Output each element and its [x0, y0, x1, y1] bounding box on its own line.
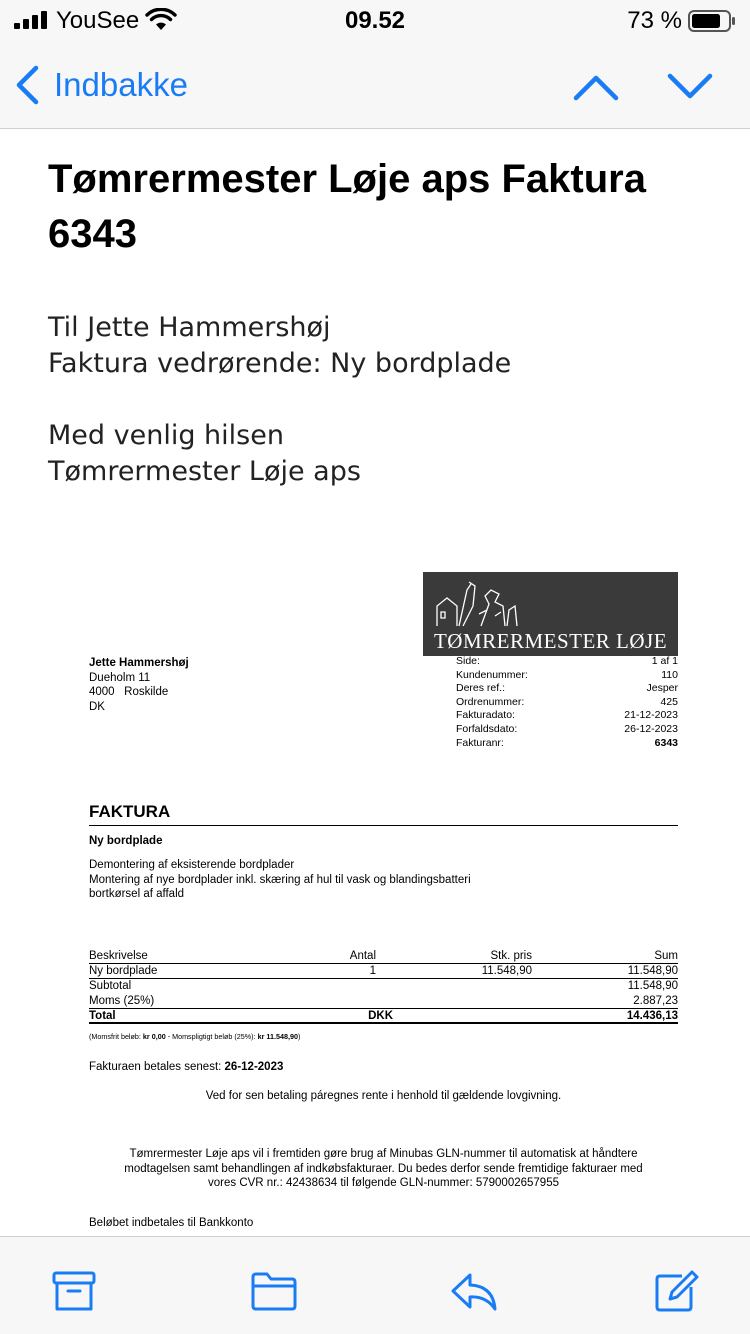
item-quantity: 1	[369, 965, 376, 977]
battery-icon	[688, 10, 736, 32]
reply-icon[interactable]	[450, 1269, 498, 1313]
column-header: Antal	[349, 950, 376, 962]
meta-value: Jesper	[646, 682, 678, 695]
gln-notice	[89, 1147, 678, 1191]
meta-label: Kundenummer:	[456, 668, 528, 681]
meta-label: Ordrenummer:	[456, 695, 525, 708]
item-unit-price: 11.548,90	[481, 965, 532, 977]
vat-label: Moms (25%)	[89, 995, 155, 1007]
clock: 09.52	[344, 7, 406, 34]
subtotal-row	[89, 979, 678, 994]
vat-note	[89, 1032, 300, 1041]
meta-label: Fakturanr:	[456, 736, 504, 749]
meta-row	[456, 723, 678, 737]
note-taxable-amount: kr 11.548,90	[257, 1032, 298, 1041]
meta-value: 110	[661, 668, 678, 681]
body-line: Tømrermester Løje aps	[48, 456, 361, 487]
divider	[89, 825, 678, 826]
bottom-toolbar	[0, 1236, 750, 1334]
column-header: Stk. pris	[490, 950, 532, 962]
total-row	[89, 1009, 678, 1024]
bank-info: Beløbet indbetales til Bankkonto	[89, 1217, 254, 1229]
meta-row	[456, 682, 678, 696]
note-free-amount: kr 0,00	[142, 1032, 166, 1041]
meta-value: 425	[660, 695, 678, 708]
work-description	[89, 858, 471, 902]
meta-label: Fakturadato:	[456, 709, 515, 722]
body-line: Faktura vedrørende: Ny bordplade	[48, 348, 512, 379]
company-logo	[423, 572, 678, 656]
compose-icon[interactable]	[652, 1269, 700, 1313]
status-bar	[0, 0, 750, 44]
invoice-table	[89, 949, 678, 1024]
gln-line: vores CVR nr.: 42438634 til følgende GLN-nummer: 5790002657955	[208, 1177, 559, 1189]
subtotal-value: 11.548,90	[627, 980, 678, 992]
total-label: Total	[89, 1010, 116, 1022]
body-line: Til Jette Hammershøj	[48, 312, 331, 343]
body-line: Med venlig hilsen	[48, 420, 284, 451]
late-payment-text: Ved for sen betaling páregnes rente i henhold til gældende lovgivning.	[205, 1090, 562, 1102]
meta-row	[456, 696, 678, 710]
meta-value: 26-12-2023	[624, 722, 678, 735]
description-line: bortkørsel af affald	[89, 888, 185, 900]
due-label: Fakturaen betales senest:	[89, 1061, 225, 1073]
back-label: Indbakke	[54, 66, 188, 103]
due-date: 26-12-2023	[224, 1061, 284, 1073]
total-value: 14.436,13	[626, 1010, 678, 1022]
table-row	[89, 964, 678, 979]
recipient-address	[89, 656, 189, 714]
folder-icon[interactable]	[250, 1269, 298, 1313]
meta-value: 21-12-2023	[624, 709, 678, 722]
gln-line: Tømrermester Løje aps vil i fremtiden gøre brug af Minubas GLN-nummer til automatisk at håndtere	[129, 1148, 638, 1160]
meta-row	[456, 655, 678, 669]
meta-label: Side:	[456, 655, 480, 667]
subtotal-label: Subtotal	[89, 980, 132, 992]
vat-row	[89, 994, 678, 1009]
description-line: Montering af nye bordplader inkl. skæring af hul til vask og blandingsbatteri	[89, 873, 471, 886]
back-button[interactable]	[14, 62, 188, 108]
meta-row	[456, 737, 678, 751]
email-subject: Tømrermester Løje aps Faktura 6343	[48, 157, 646, 256]
description-line: Demontering af eksisterende bordplader	[89, 859, 295, 871]
column-header: Sum	[654, 950, 678, 962]
gln-line: modtagelsen samt behandlingen af indkøbsfakturaer. Du bedes derfor sende fremtidige fakturaer med	[124, 1162, 643, 1175]
meta-value: 1 af 1	[651, 655, 678, 667]
item-description: Ny bordplade	[89, 965, 158, 977]
archive-icon[interactable]	[50, 1269, 98, 1313]
invoice-title: FAKTURA	[89, 802, 171, 821]
meta-label: Deres ref.:	[456, 682, 506, 695]
meta-row	[456, 669, 678, 683]
due-date-line	[89, 1061, 283, 1073]
recipient-street: Dueholm 11	[89, 671, 151, 684]
note-text: )	[297, 1032, 301, 1041]
invoice-number: 6343	[654, 736, 678, 749]
battery-percentage: 73 %	[627, 7, 682, 34]
item-title: Ny bordplade	[89, 835, 163, 847]
recipient-city: 4000 Roskilde	[89, 686, 169, 698]
table-header	[89, 949, 678, 964]
carpenter-tools-icon	[429, 576, 519, 628]
recipient-name: Jette Hammershøj	[89, 657, 189, 669]
chevron-left-icon	[14, 65, 40, 105]
column-header: Beskrivelse	[89, 950, 148, 962]
carrier-name: YouSee	[56, 7, 140, 34]
logo-text: TØMRERMESTER LØJE	[433, 629, 668, 653]
previous-message-icon[interactable]	[572, 66, 620, 106]
meta-row	[456, 709, 678, 723]
navigation-bar	[0, 44, 750, 129]
email-body	[48, 310, 728, 490]
recipient-country: DK	[89, 700, 105, 713]
item-sum: 11.548,90	[627, 965, 678, 977]
invoice-meta	[456, 655, 678, 750]
invoice-document[interactable]	[0, 570, 750, 1235]
currency: DKK	[368, 1010, 393, 1022]
note-text: (Momsfrit beløb:	[89, 1032, 143, 1041]
vat-value: 2.887,23	[633, 995, 678, 1007]
next-message-icon[interactable]	[666, 66, 714, 106]
meta-label: Forfaldsdato:	[456, 722, 518, 735]
note-text: - Momspligtigt beløb (25%):	[165, 1032, 258, 1041]
